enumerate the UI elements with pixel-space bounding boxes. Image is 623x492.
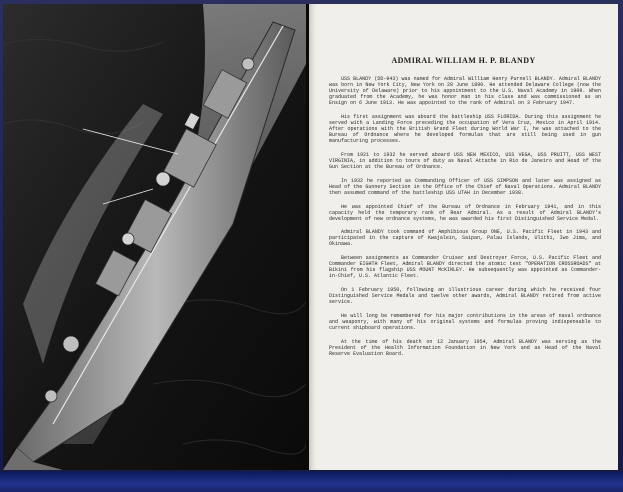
paragraph: On 1 February 1950, following an illustrious career during which he received four Distinguished Service Medals and twelve other awards, Admiral BLANDY retired from active service.	[329, 286, 601, 306]
paragraph: From 1921 to 1932 he served aboard USS NEW MEXICO, USS VEGA, USS PRUITT, USS WEST VIRGINIA, in addition to tours of duty as Naval Attache in Rio de Janeiro and Head of the Gun Section at the Bureau of Ordnance.	[329, 151, 601, 171]
paragraph: USS BLANDY (DD-943) was named for Admiral William Henry Purnell BLANDY. Admiral BLANDY was born in New York City, New York on 28 June 1890. He attended Delaware College (now the University of Delaware) prior to his appointment to the U.S. Naval Academy in 1909. When graduated from the Academy, he was honor man in his class and was commissioned as an Ensign on 6 June 1913. He was appointed to the rank of Admiral on 3 February 1947.	[329, 76, 601, 107]
paragraph: In 1932 he reported as Commanding Officer of USS SIMPSON and later was assigned as Head of the Gunnery Section in the Office of the Chief of Naval Operations. Admiral BLANDY then assumed command of the battleship USS UTAH in December 1938.	[329, 177, 601, 196]
paragraph: His first assignment was aboard the battleship USS FLORIDA. During this assignment he served with a Landing Force preceding the occupation of Vera Cruz, Mexico in April 1914. After operations with the British Grand Fleet during World War I, he was attached to the Bureau of Ordnance where he developed formulas that are still being used in gun manufacturing processes.	[329, 113, 601, 145]
biography-body	[329, 76, 601, 364]
ship-photograph	[3, 4, 306, 470]
paragraph: Admiral BLANDY took command of Amphibious Group ONE, U.S. Pacific Fleet in 1943 and participated in the capture of Kwajalein, Saipan, Palau Islands, Ulithi, Iwo Jima, and Okinawa.	[329, 229, 601, 248]
paragraph: Between assignments as Commander Cruiser and Destroyer Force, U.S. Pacific Fleet and Commander EIGHTH Fleet, Admiral BLANDY directed the atomic test "OPERATION CROSSROADS" at Bikini from his flagship USS MOUNT McKINLEY. He subsequently was appointed as Commander-in-Chief, U.S. Atlantic Fleet.	[329, 255, 601, 280]
scan-bottom-edge	[0, 472, 623, 492]
biography-page	[309, 4, 618, 470]
paragraph: He was appointed Chief of the Bureau of Ordnance in February 1941, and in this capacity held the temporary rank of Rear Admiral. As a result of Admiral BLANDY's development of new ordnance systems, he was awarded his first Distinguished Service Medal.	[329, 203, 601, 222]
page-title: ADMIRAL WILLIAM H. P. BLANDY	[391, 56, 536, 65]
paragraph: He will long be remembered for his major contributions in the areas of naval ordnance and weaponry, with many of his original systems and formulas proving indispensable to current shipboard operations.	[329, 312, 601, 331]
paragraph: At the time of his death on 12 January 1954, Admiral BLANDY was serving as the President of the Health Information Foundation in New York and as Head of the Naval Reserve Evaluation Board.	[329, 338, 601, 357]
